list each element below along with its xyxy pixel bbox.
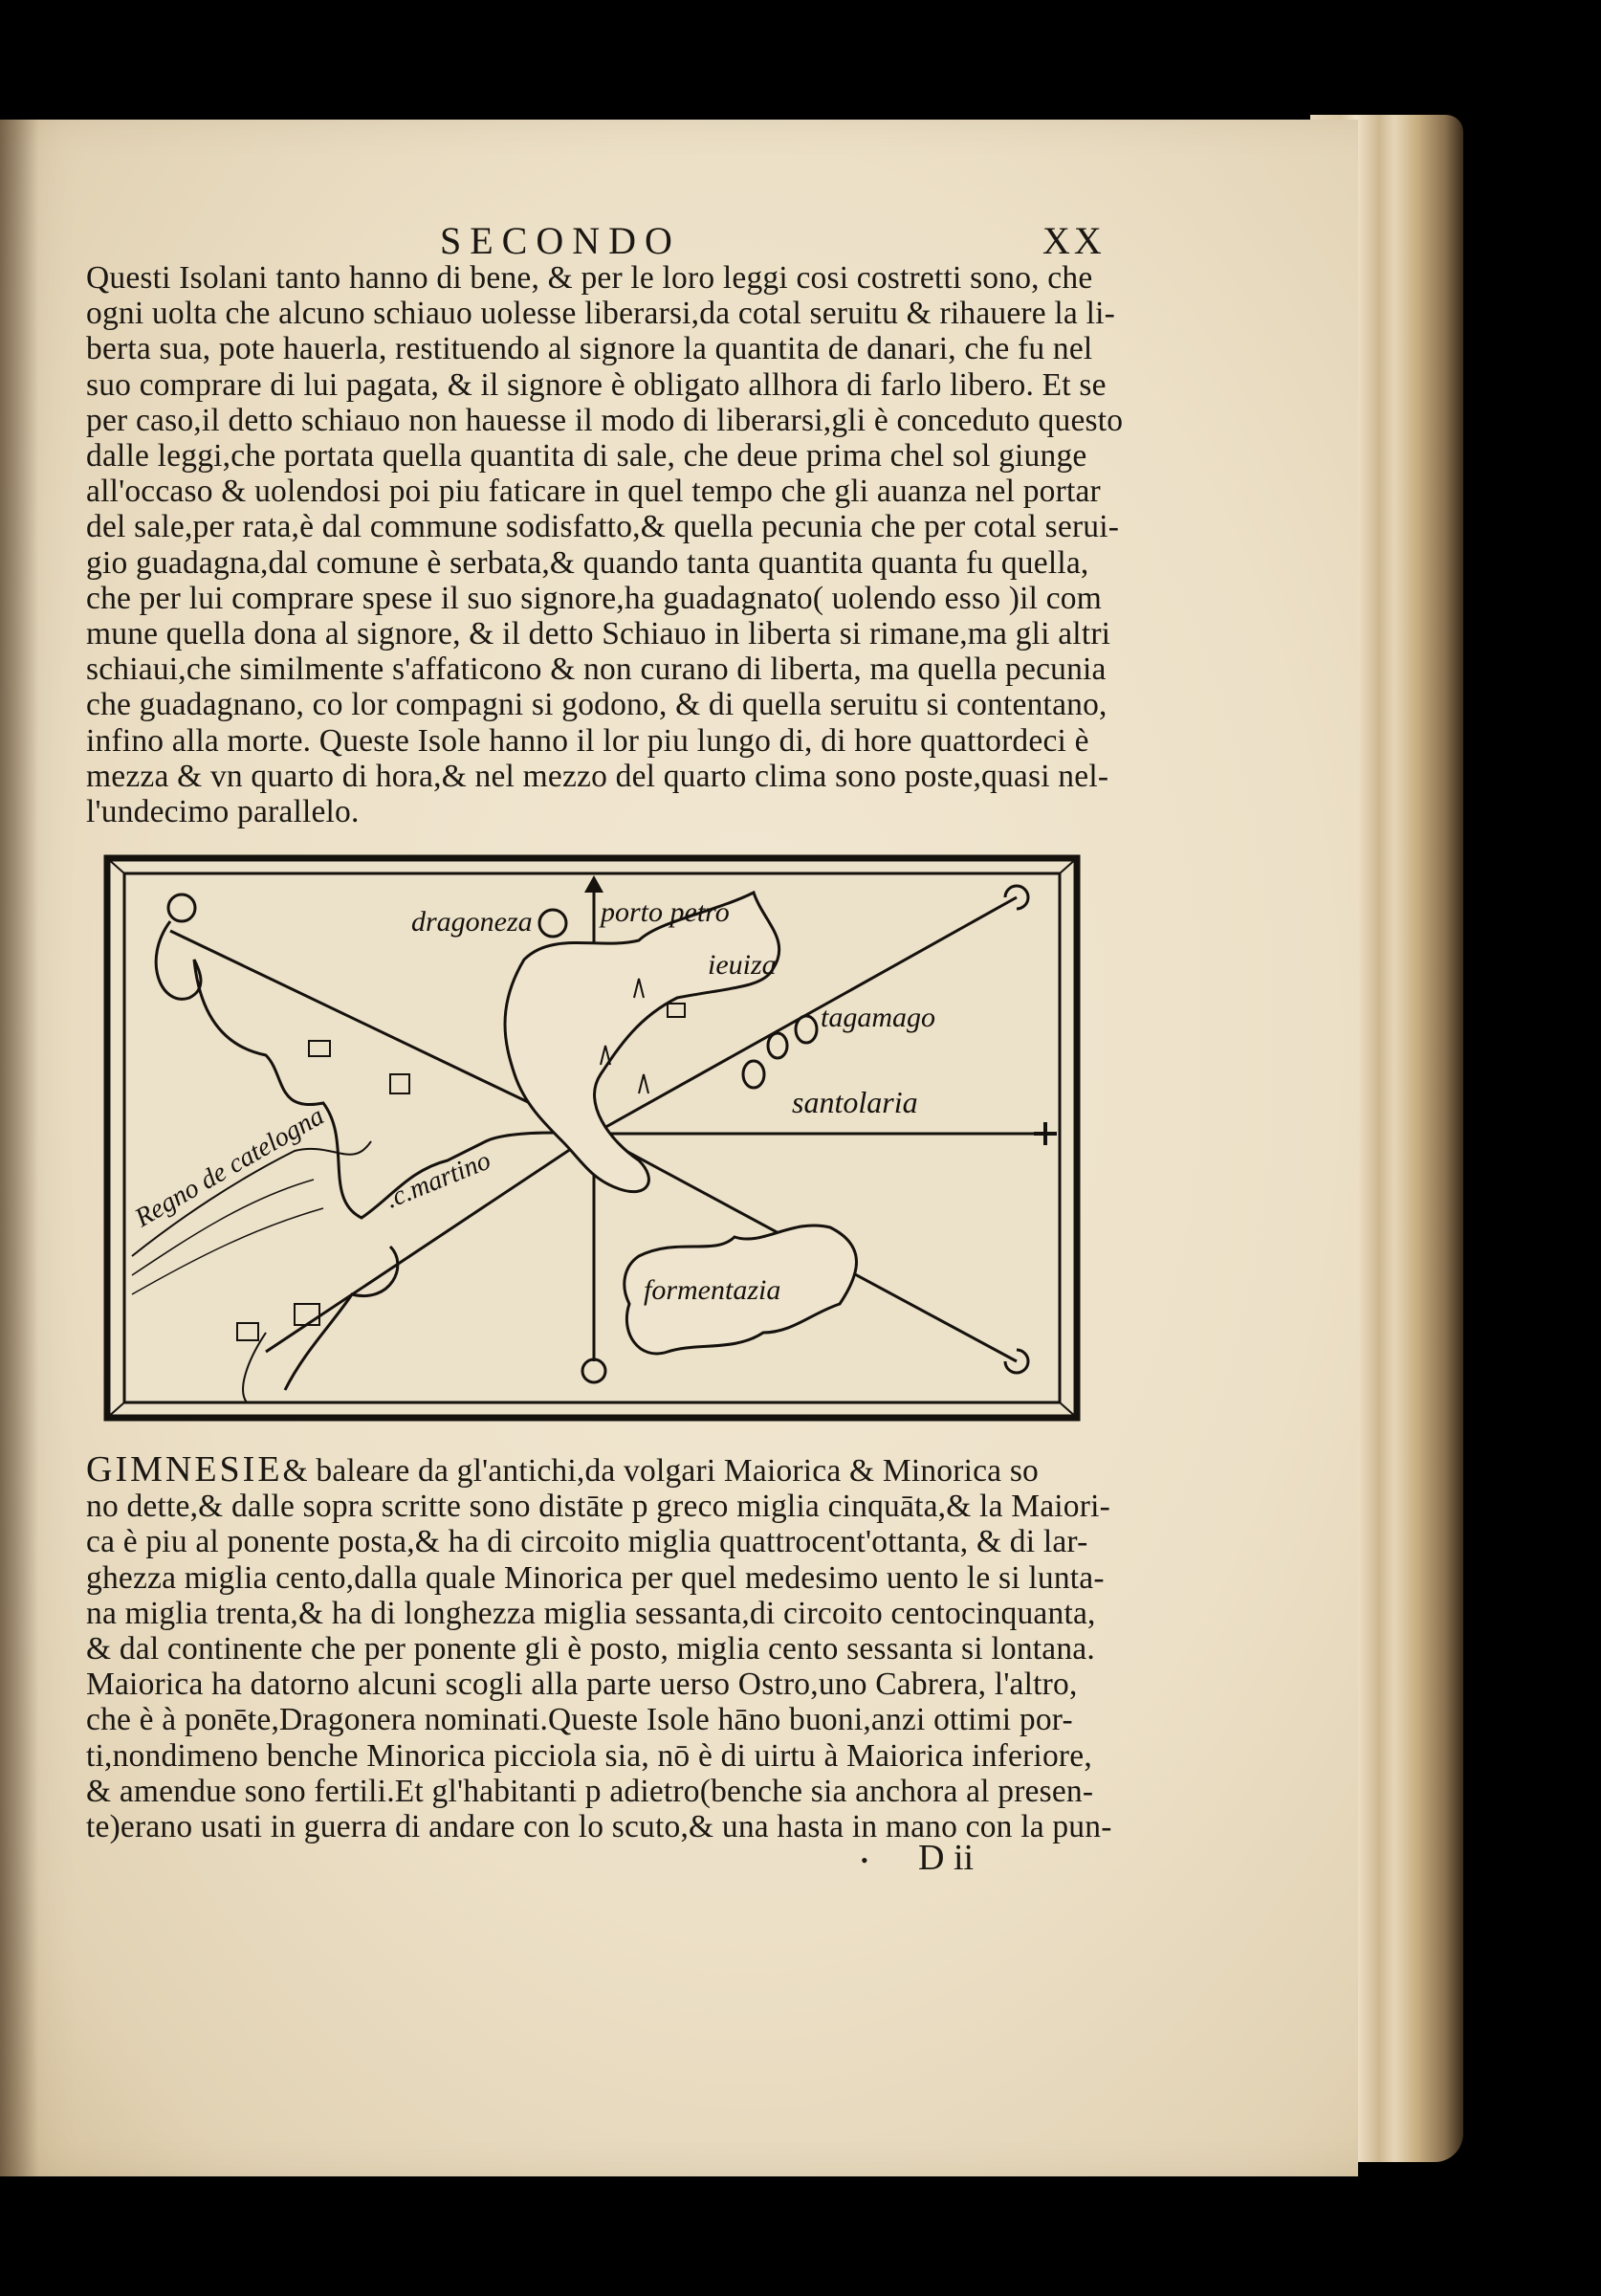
text-line: & dal continente che per ponente gli è posto, miglia cento sessanta si lontana. (86, 1631, 1095, 1667)
running-head: SECONDO (440, 219, 681, 262)
label-tagamago: tagamago (821, 1002, 935, 1033)
text-line: l'undecimo parallelo. (86, 794, 360, 830)
text-line: mezza & vn quarto di hora,& nel mezzo del quarto clima sono poste,quasi nel- (86, 758, 1109, 794)
text-line: all'occaso & uolendosi poi piu faticare in quel tempo che gli auanza nel portar (86, 474, 1101, 510)
text-line: del sale,per rata,è dal commune sodisfatto,& quella pecunia che per cotal serui- (86, 509, 1120, 545)
label-santolaria: santolaria (792, 1085, 918, 1119)
text-line: infino alla morte. Queste Isole hanno il lor piu lungo di, di hore quattordeci è (86, 722, 1089, 759)
text-line: che guadagnano, co lor compagni si godono, & di quella seruitu si contentano, (86, 687, 1108, 723)
text-line: Maiorica ha datorno alcuni scogli alla parte uerso Ostro,uno Cabrera, l'altro, (86, 1667, 1078, 1703)
text-line: na miglia trenta,& ha di longhezza miglia sessanta,di circoito centocinquanta, (86, 1595, 1096, 1631)
text-line: mune quella dona al signore, & il detto Schiauo in liberta si rimane,ma gli altri (86, 616, 1111, 652)
text-line: ti,nondimeno benche Minorica picciola sia, nō è di uirtu à Maiorica inferiore, (86, 1737, 1092, 1774)
text-line: suo comprare di lui pagata, & il signore è obligato allhora di farlo libero. Et se (86, 366, 1107, 403)
folio-number: XX (1042, 219, 1106, 262)
text-line: Questi Isolani tanto hanno di bene, & per le loro leggi cosi costretti sono, che (86, 260, 1093, 296)
label-formentazia: formentazia (644, 1274, 781, 1306)
text-line: dalle leggi,che portata quella quantita di sale, che deue prima chel sol giunge (86, 438, 1087, 475)
text-line: & baleare da gl'antichi,da volgari Maiorica & Minorica so (282, 1453, 1040, 1489)
woodcut-map (103, 854, 1081, 1422)
text-line: no dette,& dalle sopra scritte sono distāte p greco miglia cinquāta,& la Maiori- (86, 1489, 1110, 1525)
text-line: che per lui comprare spese il suo signore,ha guadagnato( uolendo esso )il com (86, 580, 1102, 616)
label-dragoneza: dragoneza (411, 906, 533, 938)
text-line: ghezza miglia cento,dalla quale Minorica per quel medesimo uento le si lunta- (86, 1559, 1105, 1596)
signature-mark: D ii (918, 1838, 975, 1878)
text-line: ogni uolta che alcuno schiauo uolesse liberarsi,da cotal seruitu & rihauere la li- (86, 296, 1115, 332)
text-line-lead (86, 1449, 1129, 1490)
label-ieuiza: ieuiza (708, 949, 777, 981)
text-line: ca è piu al ponente posta,& ha di circoito miglia quattrocent'ottanta, & di lar- (86, 1524, 1088, 1560)
text-line: schiaui,che similmente s'affaticono & non curano di liberta, ma quella pecunia (86, 651, 1107, 688)
label-c-martino: .c.martino (382, 1145, 495, 1215)
text-line: berta sua, pote hauerla, restituendo al signore la quantita de danari, che fu nel (86, 331, 1093, 367)
label-regno-de-catelogna: Regno de catelogna (130, 1101, 330, 1234)
label-porto-petro: porto petro (601, 896, 730, 928)
paragraph-1 (86, 260, 1129, 829)
text-line: per caso,il detto schiauo non hauesse il modo di liberarsi,gli è conceduto questo (86, 402, 1124, 438)
text-line: che è à ponēte,Dragonera nominati.Queste Isole hāno buoni,anzi ottimi por- (86, 1702, 1073, 1738)
page-header (86, 218, 1129, 260)
signature-dot: • (861, 1848, 868, 1872)
text-line: gio guadagna,dal comune è serbata,& quando tanta quantita quanta fu quella, (86, 544, 1089, 581)
text-line: & amendue sono fertili.Et gl'habitanti p adietro(benche sia anchora al presen- (86, 1773, 1094, 1809)
paragraph-2 (86, 1449, 1129, 1845)
map-illustration (103, 854, 1081, 1422)
text-line: te)erano usati in guerra di andare con lo scuto,& una hasta in mano con la pun- (86, 1809, 1112, 1845)
gutter-shadow (0, 120, 38, 2176)
lead-word: GIMNESIE (86, 1449, 283, 1490)
